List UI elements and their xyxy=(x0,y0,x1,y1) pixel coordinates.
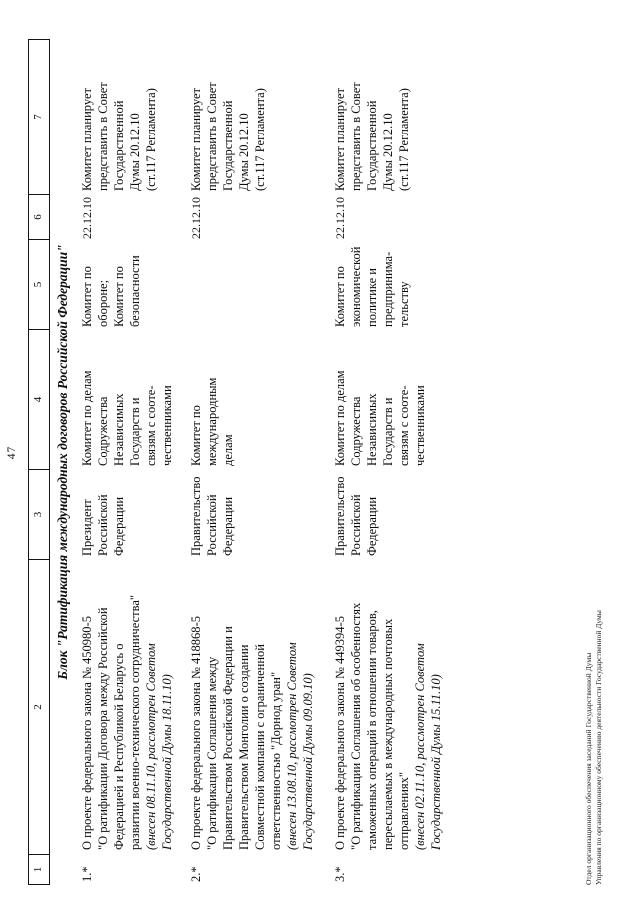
text-line: Государственной xyxy=(365,100,379,191)
committee-cell xyxy=(332,328,428,466)
bill-cell xyxy=(188,558,316,850)
bill-note-lines xyxy=(284,558,316,850)
bill-note-lines xyxy=(143,558,175,850)
column-header-1: 1 xyxy=(28,854,50,885)
column-header-5: 5 xyxy=(28,239,50,330)
text-line: Государственной xyxy=(221,100,235,191)
text-line: ответственностью "Дорнод уран" xyxy=(269,671,283,850)
text-line: таможенных операций в отношении товаров, xyxy=(365,610,379,850)
text-line: развитии военно-технического сотрудничества" xyxy=(128,595,142,850)
text-line: Комитет планирует xyxy=(189,88,203,191)
text-line: экономической xyxy=(349,246,363,327)
text-line: Российской xyxy=(205,494,219,556)
text-line: Правительством Монголии о создании xyxy=(237,644,251,850)
column-header-4: 4 xyxy=(28,329,50,470)
bill-lines xyxy=(332,558,412,850)
text-line: Независимых xyxy=(112,393,126,466)
text-line: Российской xyxy=(349,494,363,556)
initiator-cell xyxy=(79,468,127,556)
bill-cell xyxy=(79,558,175,850)
text-line: Государственной Думы 18.11.10) xyxy=(160,674,174,850)
text-line: Государственной Думы 09.09.10) xyxy=(301,673,315,850)
text-line: Правительство xyxy=(189,476,203,556)
text-line: (внесен 13.08.10, рассмотрен Советом xyxy=(285,642,299,850)
footer-line1: Отдел организационного обеспечения заседаний Государственной Думы xyxy=(584,652,593,885)
text-line: Государственной xyxy=(112,100,126,191)
text-line: (внесен 02.11.10, рассмотрен Советом xyxy=(413,643,427,850)
text-line: "О ратификации Соглашения между xyxy=(205,656,219,850)
text-line: "О ратификации Договора между Российской xyxy=(96,607,110,850)
cocommittee-cell xyxy=(332,239,412,327)
text-line: Правительством Российской Федерации и xyxy=(221,626,235,850)
text-line: Президент xyxy=(80,499,94,556)
text-line: Содружества xyxy=(349,396,363,466)
row-number: 3.* xyxy=(333,866,347,882)
text-line: чественниками xyxy=(413,385,427,466)
text-line: (ст.117 Регламента) xyxy=(253,88,267,191)
text-line: делам xyxy=(221,434,235,466)
text-line: Думы 20.12.10 xyxy=(128,113,142,191)
date-cell: 22.12.10 xyxy=(333,197,347,239)
text-line: представить в Совет xyxy=(96,82,110,191)
text-line: Правительство xyxy=(333,476,347,556)
text-line: Федерации xyxy=(112,496,126,556)
text-line: безопасности xyxy=(128,255,142,327)
footer-line2: Управления по организационному обеспечению деятельности Государственной Думы xyxy=(594,610,603,885)
bill-lines xyxy=(79,558,143,850)
text-line: Российской xyxy=(96,494,110,556)
date-cell: 22.12.10 xyxy=(189,197,203,239)
text-line: Комитет планирует xyxy=(80,88,94,191)
text-line: (ст.117 Регламента) xyxy=(144,88,158,191)
text-line: О проекте федерального закона № 449394-5 xyxy=(333,616,347,850)
text-line: представить в Совет xyxy=(349,82,363,191)
committee-cell xyxy=(188,328,236,466)
text-line: (ст.117 Регламента) xyxy=(397,88,411,191)
row-number: 1.* xyxy=(80,866,94,882)
text-line: Государственной Думы 15.11.10) xyxy=(429,674,443,850)
text-line: Федерацией и Республикой Беларусь о xyxy=(112,643,126,850)
column-header-2: 2 xyxy=(28,559,50,855)
plan-cell xyxy=(79,39,159,191)
text-line: тельству xyxy=(397,281,411,327)
text-line: Комитет по делам xyxy=(80,370,94,466)
text-line: Независимых xyxy=(365,393,379,466)
text-line: Думы 20.12.10 xyxy=(381,113,395,191)
text-line: Думы 20.12.10 xyxy=(237,113,251,191)
page-number: 47 xyxy=(6,445,18,460)
column-header-7: 7 xyxy=(28,39,50,195)
text-line: (внесен 08.11.10, рассмотрен Советом xyxy=(144,643,158,850)
text-line: отправлениях" xyxy=(397,771,411,850)
plan-cell xyxy=(332,39,412,191)
text-line: Комитет по xyxy=(333,266,347,327)
text-line: представить в Совет xyxy=(205,82,219,191)
bill-cell xyxy=(332,558,444,850)
bill-lines xyxy=(188,558,284,850)
text-line: Федерации xyxy=(365,496,379,556)
committee-cell xyxy=(79,328,175,466)
text-line: Комитет планирует xyxy=(333,88,347,191)
text-line: обороне; xyxy=(96,279,110,327)
text-line: связям с сооте- xyxy=(144,385,158,466)
date-cell: 22.12.10 xyxy=(80,197,94,239)
text-line: Комитет по xyxy=(112,266,126,327)
initiator-cell xyxy=(188,468,236,556)
plan-cell xyxy=(188,39,268,191)
text-line: Комитет по xyxy=(189,405,203,466)
text-line: пересылаемых в международных почтовых xyxy=(381,618,395,850)
row-number: 2.* xyxy=(189,866,203,882)
text-line: чественниками xyxy=(160,385,174,466)
text-line: "О ратификации Соглашения об особенностях xyxy=(349,602,363,850)
column-header-3: 3 xyxy=(28,469,50,560)
block-title: Блок "Ратификация международных договоров Российской Федерации" xyxy=(55,244,70,680)
text-line: О проекте федерального закона № 450980-5 xyxy=(80,616,94,850)
column-header-6: 6 xyxy=(28,194,50,240)
text-line: предпринима- xyxy=(381,251,395,327)
text-line: Совместной компании с ограниченной xyxy=(253,644,267,850)
bill-note-lines xyxy=(412,558,444,850)
cocommittee-cell xyxy=(79,239,143,327)
text-line: политике и xyxy=(365,268,379,327)
text-line: Комитет по xyxy=(80,266,94,327)
text-line: международным xyxy=(205,377,219,466)
text-line: Федерации xyxy=(221,496,235,556)
footer xyxy=(584,610,604,885)
initiator-cell xyxy=(332,468,380,556)
text-line: Государств и xyxy=(381,397,395,466)
text-line: О проекте федерального закона № 418868-5 xyxy=(189,616,203,850)
text-line: связям с сооте- xyxy=(397,385,411,466)
text-line: Содружества xyxy=(96,396,110,466)
text-line: Комитет по делам xyxy=(333,370,347,466)
text-line: Государств и xyxy=(128,397,142,466)
